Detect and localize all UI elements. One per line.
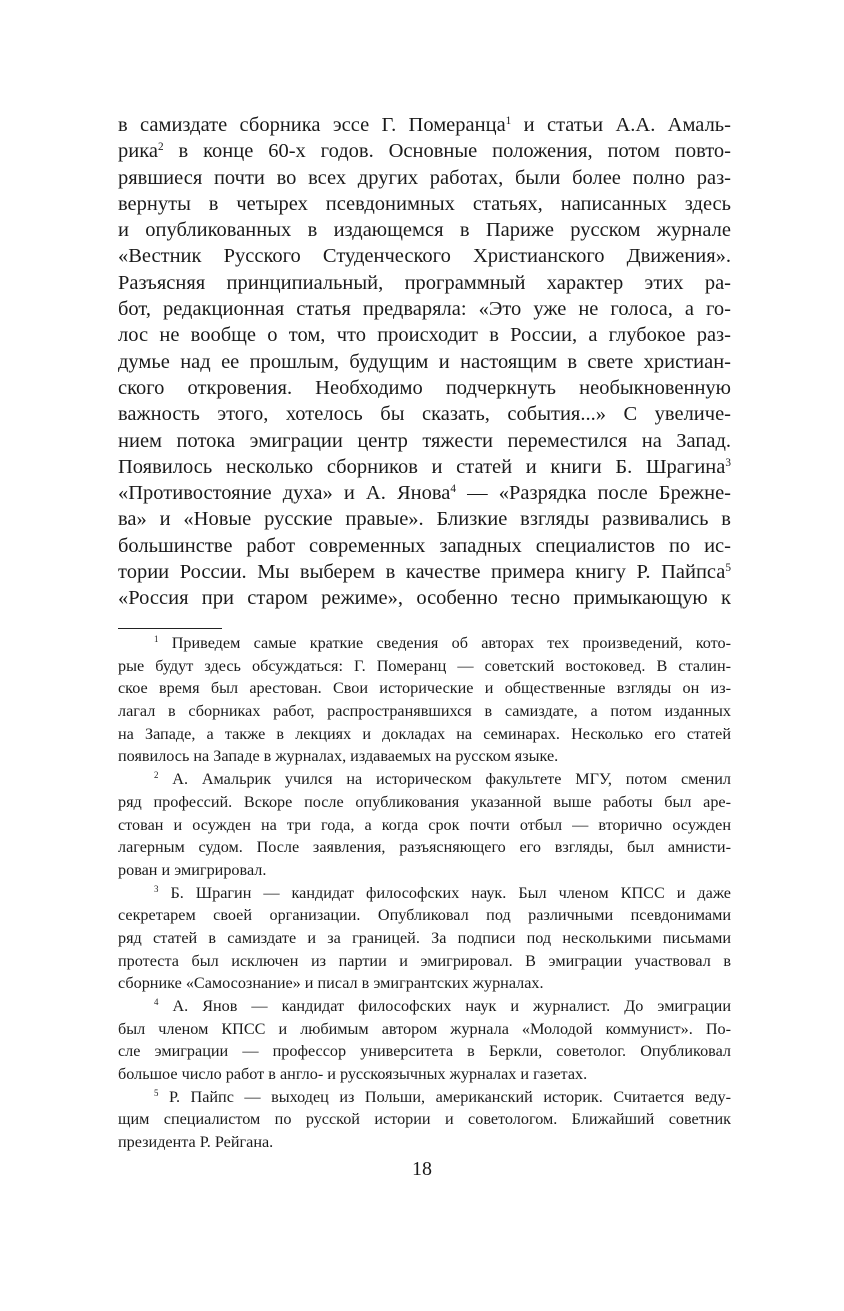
footnote-line xyxy=(118,655,731,678)
text-segment: рика xyxy=(118,140,158,163)
footnote-line xyxy=(118,677,731,700)
text-line xyxy=(118,217,731,243)
footnotes xyxy=(118,632,731,1154)
text-line xyxy=(118,165,731,191)
text-segment: бот, редакционная статья предваряла: «Это уже не голоса, а го- xyxy=(118,298,731,321)
text-line xyxy=(118,112,731,138)
text-segment: Появилось несколько сборников и статей и книги Б. Шрагина xyxy=(118,455,726,478)
footnote-line xyxy=(118,882,731,905)
text-line xyxy=(118,243,731,269)
footnote-line xyxy=(118,745,731,768)
footnote-line xyxy=(118,1063,731,1086)
text-line xyxy=(118,533,731,559)
text-line xyxy=(118,138,731,164)
footnote-ref: 3 xyxy=(725,456,731,469)
footnote-line xyxy=(118,1018,731,1041)
footnote-text: был членом КПСС и любимым автором журнала «Молодой коммунист». По- xyxy=(118,1019,731,1038)
footnote-text: щим специалистом по русской истории и советологом. Ближайший советник xyxy=(118,1110,731,1129)
text-segment: тории России. Мы выберем в качестве примера книгу Р. Пайпса xyxy=(118,561,726,584)
text-line xyxy=(118,191,731,217)
footnote xyxy=(118,1086,731,1154)
footnote-line xyxy=(118,972,731,995)
footnote-text: ское время был арестован. Свои исторические и общественные взгляды он из- xyxy=(118,679,731,698)
footnote-ref: 4 xyxy=(450,482,457,495)
text-segment: «Россия при старом режиме», особенно тесно примыкающую к xyxy=(118,587,731,610)
text-line xyxy=(118,296,731,322)
footnote-ref: 2 xyxy=(157,140,164,153)
footnote-text: лагал в сборниках работ, распространявшихся в самиздате, а потом изданных xyxy=(118,702,731,721)
footnote-line xyxy=(118,859,731,882)
text-segment: нием потока эмиграции центр тяжести переместился на Запад. xyxy=(118,429,731,452)
footnote-number: 4 xyxy=(154,997,159,1008)
text-segment: в конце 60-х годов. Основные положения, потом повто- xyxy=(163,140,731,163)
footnote-text: ряд профессий. Вскоре после опубликования указанной выше работы был аре- xyxy=(118,792,731,811)
footnote-line xyxy=(118,904,731,927)
footnote-text: сборнике «Самосознание» и писал в эмигрантских журналах. xyxy=(118,974,544,993)
footnote-line xyxy=(118,1131,731,1154)
text-line xyxy=(118,480,731,506)
footnote-line xyxy=(118,723,731,746)
footnote-text: рован и эмигрировал. xyxy=(118,860,267,879)
text-segment: «Противостояние духа» и А. Янова xyxy=(118,482,451,505)
footnote-text: президента Р. Рейгана. xyxy=(118,1133,274,1152)
footnote-text: А. Амальрик учился на историческом факультете МГУ, потом сменил xyxy=(172,770,731,789)
footnote-text: А. Янов — кандидат философских наук и журналист. До эмиграции xyxy=(172,997,732,1015)
footnote-line xyxy=(118,836,731,859)
main-text xyxy=(118,112,731,612)
text-line xyxy=(118,585,731,611)
text-segment: думье над ее прошлым, будущим и настоящим в свете христиан- xyxy=(118,350,731,373)
text-line xyxy=(118,349,731,375)
footnote-ref: 5 xyxy=(725,561,731,574)
footnote-text: Р. Пайпс — выходец из Польши, американский историк. Считается веду- xyxy=(168,1087,732,1106)
text-segment: большинстве работ современных западных специалистов по ис- xyxy=(118,534,731,557)
footnote-line xyxy=(118,927,731,950)
text-segment: ва» и «Новые русские правые». Близкие взгляды развивались в xyxy=(118,508,731,531)
text-segment: «Вестник Русского Студенческого Христианского Движения». xyxy=(118,245,731,268)
page-number: 18 xyxy=(412,1158,432,1180)
text-segment: лос не вообще о том, что происходит в России, а глубокое раз- xyxy=(118,324,731,347)
footnote-number: 1 xyxy=(154,634,159,645)
footnote-number: 5 xyxy=(154,1087,159,1098)
text-segment: ского откровения. Необходимо подчеркнуть необыкновенную xyxy=(118,376,731,399)
footnote-line xyxy=(118,814,731,837)
footnote-text: большое число работ в англо- и русскоязычных журналах и газетах. xyxy=(118,1065,588,1084)
footnote-text: секретарем своей организации. Опубликовал под различными псевдонимами xyxy=(118,906,731,925)
text-segment: и опубликованных в издающемся в Париже русском журнале xyxy=(118,219,731,242)
footnote-ref: 1 xyxy=(505,114,512,127)
footnote xyxy=(118,768,731,881)
text-line xyxy=(118,506,731,532)
footnote-text: сле эмиграции — профессор университета в Беркли, советолог. Опубликовал xyxy=(118,1042,731,1061)
footnote-line xyxy=(118,950,731,973)
footnote-number: 2 xyxy=(154,770,159,781)
text-segment: важность этого, хотелось бы сказать, события...» С увеличе- xyxy=(118,403,731,426)
text-line xyxy=(118,322,731,348)
footnote-line xyxy=(118,632,731,655)
footnote-line xyxy=(118,768,731,791)
footnote-line xyxy=(118,1040,731,1063)
footnote-line xyxy=(118,1108,731,1131)
footnote-separator xyxy=(118,628,222,629)
footnote-text: рые будут здесь обсуждаться: Г. Померанц — советский востоковед. В сталин- xyxy=(118,656,731,675)
text-line xyxy=(118,401,731,427)
text-segment: вернуты в четырех псевдонимных статьях, написанных здесь xyxy=(118,192,731,215)
text-line xyxy=(118,375,731,401)
footnote-text: Приведем самые краткие сведения об авторах тех произведений, кото- xyxy=(171,634,732,652)
text-segment: и статьи А.А. Амаль- xyxy=(511,114,731,136)
footnote-line xyxy=(118,1086,731,1109)
footnote-line xyxy=(118,791,731,814)
footnote-text: протеста был исключен из партии и эмигрировал. В эмиграции участвовал в xyxy=(118,951,731,970)
footnote-number: 3 xyxy=(154,883,159,894)
footnote-text: стован и осужден на три года, а когда срок почти отбыл — вторично осужден xyxy=(118,815,731,834)
footnote-text: появилось на Западе в журналах, издаваемых на русском языке. xyxy=(118,747,559,766)
text-line xyxy=(118,428,731,454)
footnote xyxy=(118,882,731,995)
footnote-text: Б. Шрагин — кандидат философских наук. Был членом КПСС и даже xyxy=(170,883,731,902)
text-line xyxy=(118,454,731,480)
footnote xyxy=(118,632,731,768)
footnote-text: на Западе, а также в лекциях и докладах на семинарах. Несколько его статей xyxy=(118,724,731,743)
text-segment: Разъясняя принципиальный, программный характер этих ра- xyxy=(118,271,731,294)
text-segment: — «Разрядка после Брежне- xyxy=(456,482,731,505)
footnote-text: лагерным судом. После заявления, разъясняющего его взгляды, был амнисти- xyxy=(118,838,731,857)
footnote-line xyxy=(118,700,731,723)
text-line xyxy=(118,559,731,585)
footnote-line xyxy=(118,995,731,1018)
footnote-text: ряд статей в самиздате и за границей. За подписи под несколькими письмами xyxy=(118,928,731,947)
text-segment: рявшиеся почти во всех других работах, были более полно раз- xyxy=(118,166,731,189)
text-segment: в самиздате сборника эссе Г. Померанца xyxy=(118,114,506,136)
text-line xyxy=(118,270,731,296)
footnote xyxy=(118,995,731,1086)
